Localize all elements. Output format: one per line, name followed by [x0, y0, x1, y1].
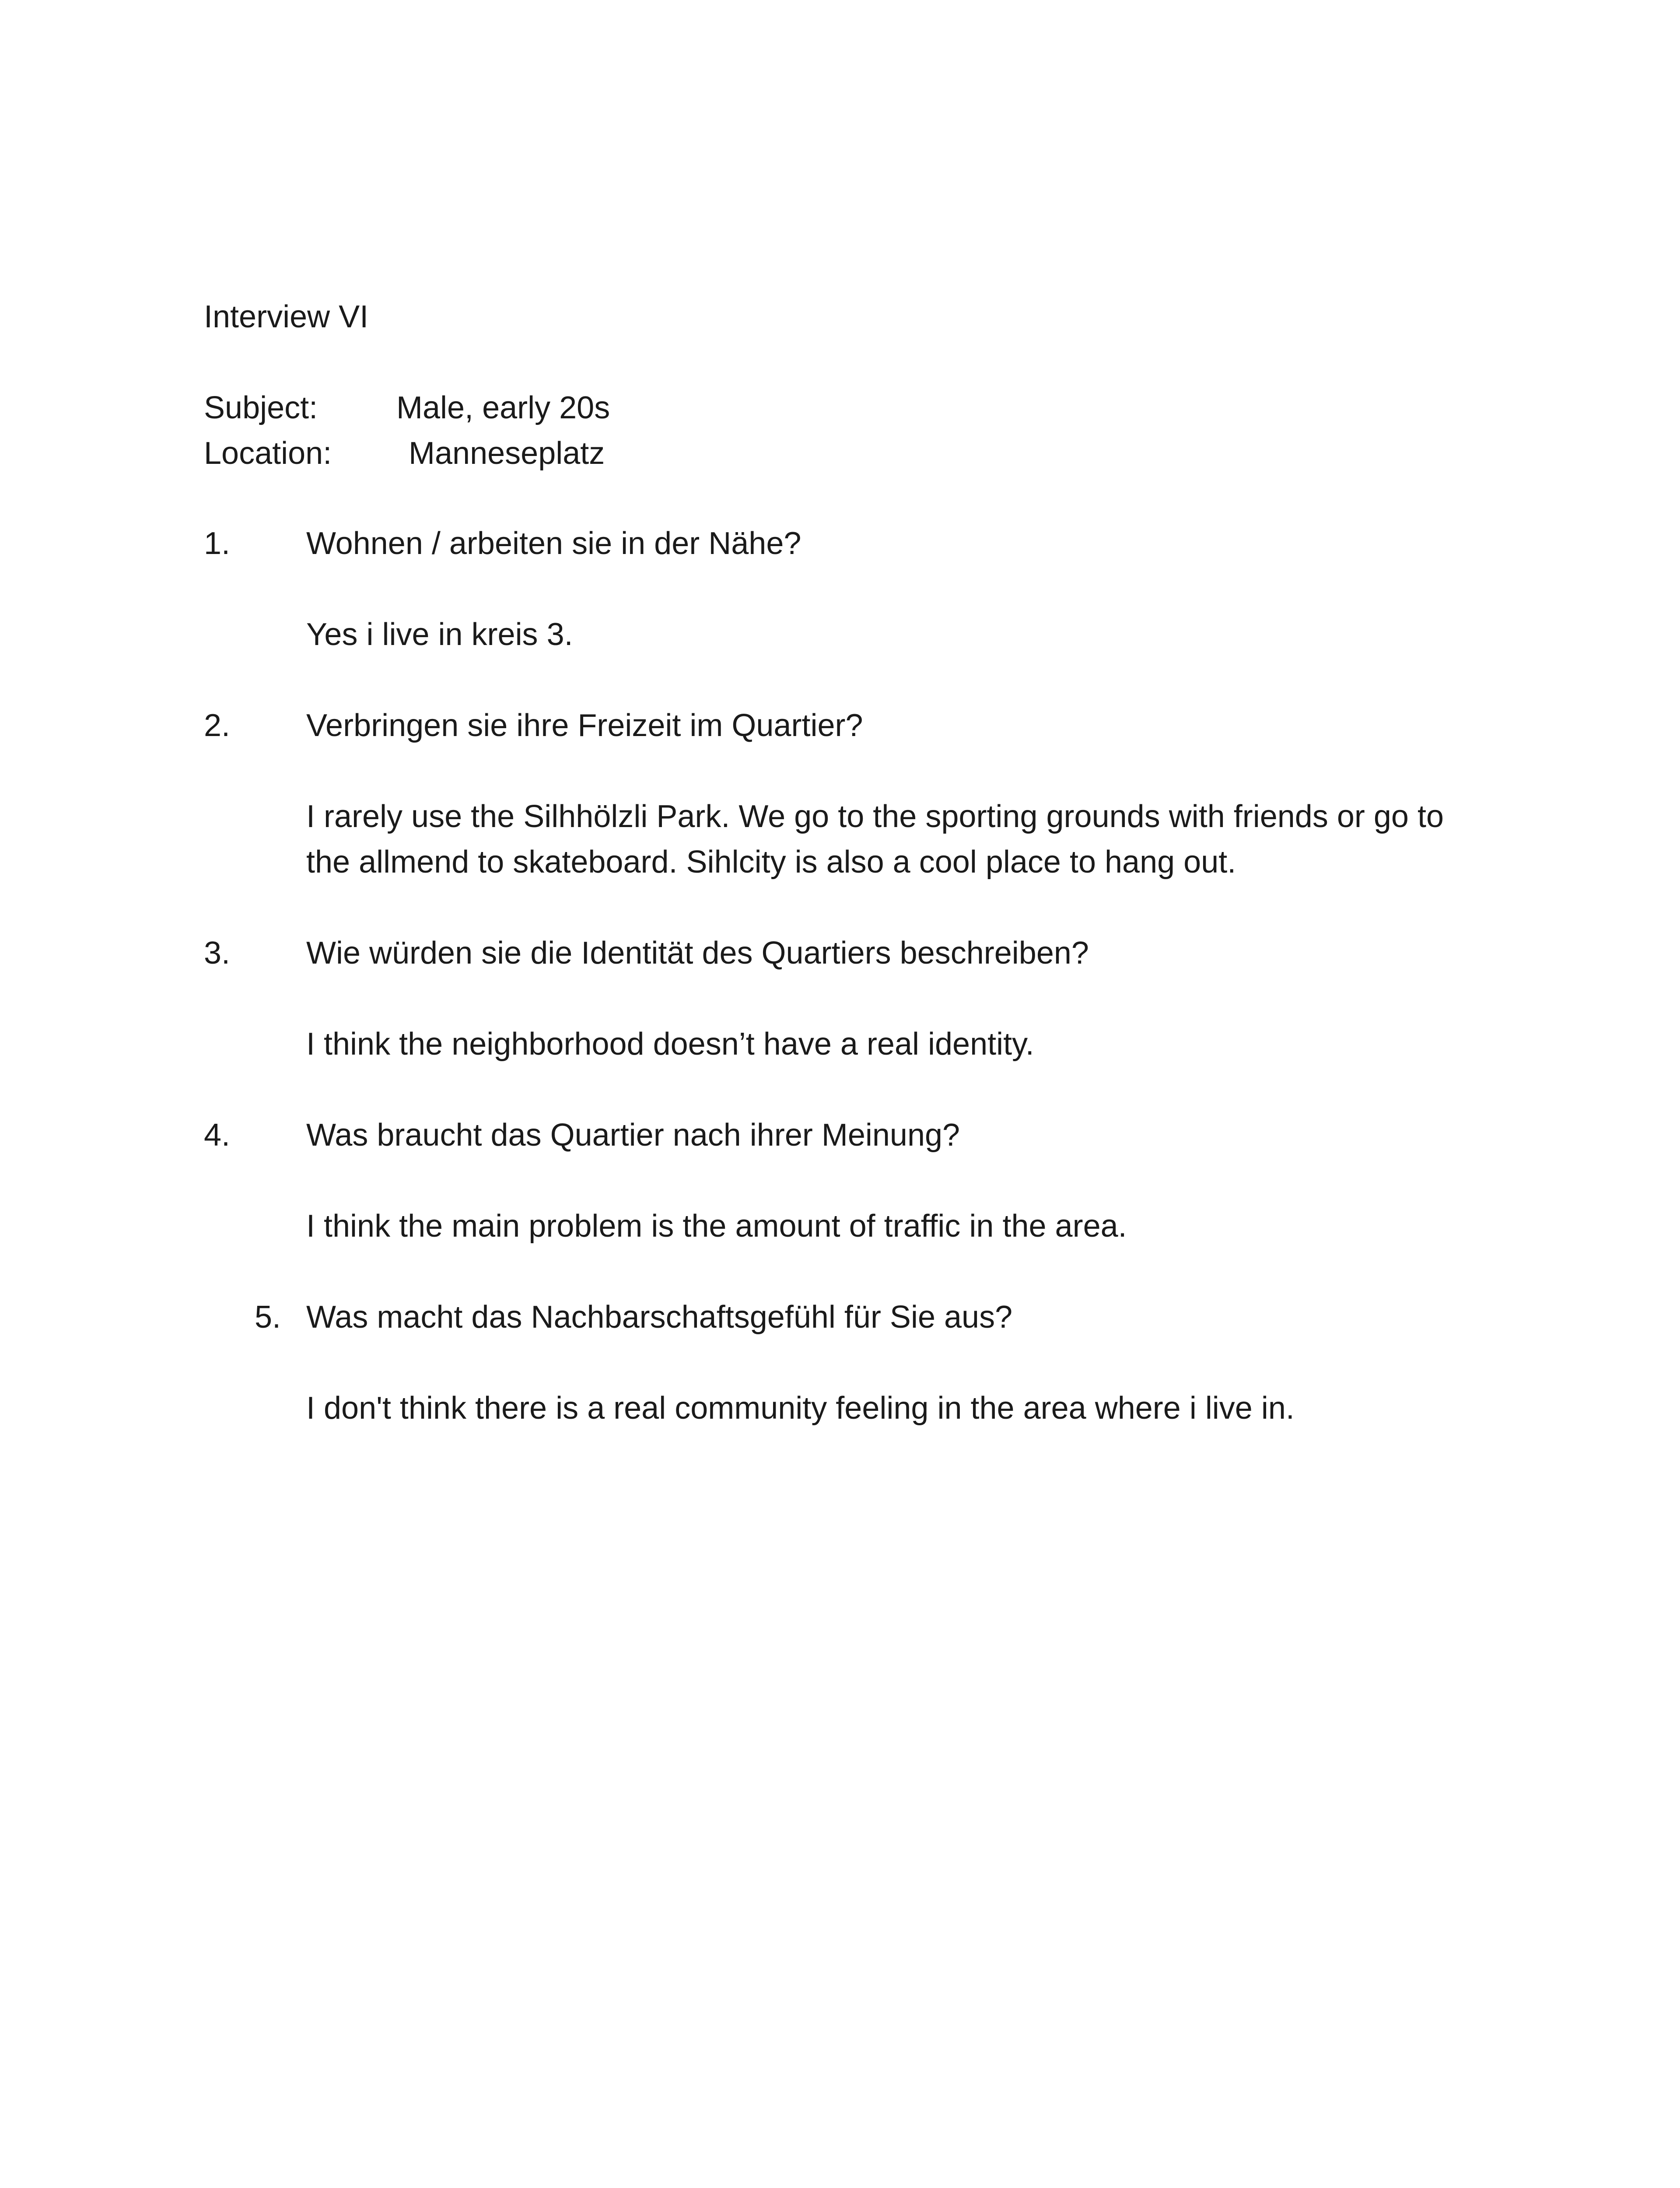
subject-label: Subject:	[204, 390, 318, 425]
location-value: Manneseplatz	[409, 436, 605, 471]
question-number: 2.	[204, 708, 231, 743]
question-number: 4.	[204, 1118, 231, 1153]
question-text: Was braucht das Quartier nach ihrer Meinung?	[306, 1118, 960, 1153]
interview-title: Interview VI	[204, 299, 369, 334]
question-number: 5.	[255, 1300, 281, 1335]
question-text: Was macht das Nachbarschaftsgefühl für Sie aus?	[306, 1300, 1013, 1335]
location-label: Location:	[204, 436, 332, 471]
question-text: Wohnen / arbeiten sie in der Nähe?	[306, 526, 802, 561]
answer-text: I think the main problem is the amount of traffic in the area.	[306, 1209, 1127, 1244]
answer-text: Yes i live in kreis 3.	[306, 617, 573, 652]
question-text: Verbringen sie ihre Freizeit im Quartier?	[306, 708, 863, 743]
answer-text: I think the neighborhood doesn’t have a real identity.	[306, 1027, 1034, 1062]
question-number: 1.	[204, 526, 231, 561]
answer-text: I don't think there is a real community feeling in the area where i live in.	[306, 1391, 1295, 1426]
question-number: 3.	[204, 936, 231, 971]
subject-value: Male, early 20s	[396, 390, 610, 425]
question-text: Wie würden sie die Identität des Quartiers beschreiben?	[306, 936, 1089, 971]
answer-text: I rarely use the Silhhölzli Park. We go to the sporting grounds with friends or go to the allmend to skateboard. Sihlcity is also a cool place to hang out.	[306, 799, 1444, 880]
